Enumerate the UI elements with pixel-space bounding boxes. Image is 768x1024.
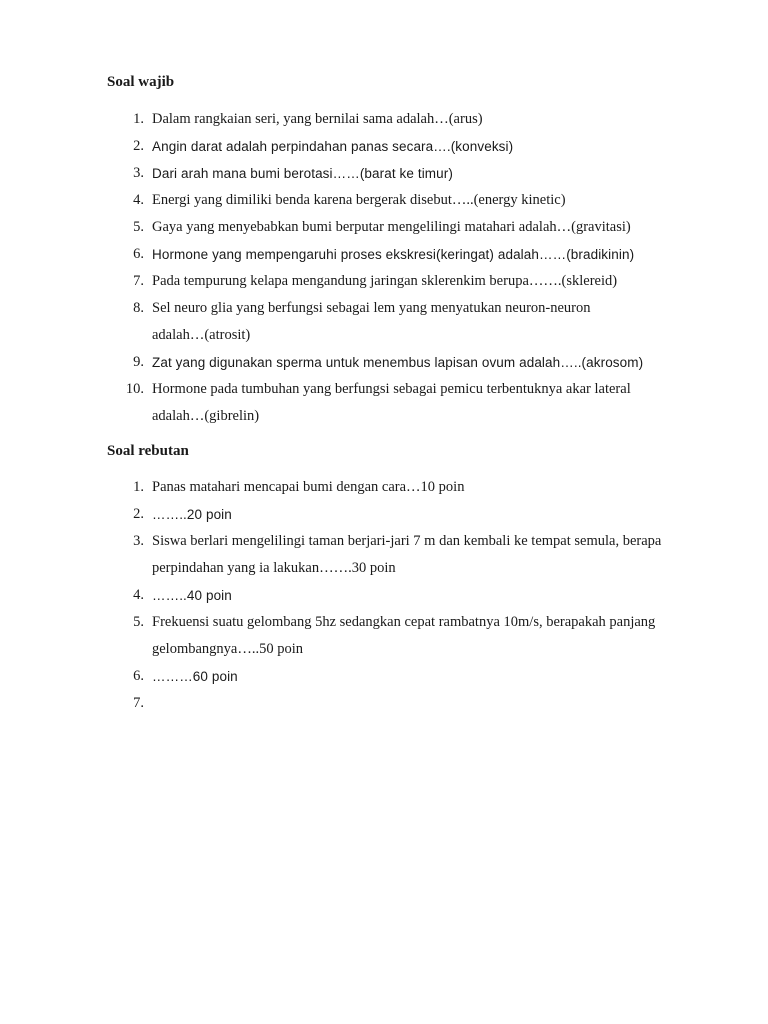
item-number: 5. [133,614,144,630]
list-item [0,214,768,241]
item-number: 3. [133,165,144,181]
item-number: 9. [133,354,144,370]
item-number: 1. [133,111,144,127]
item-number: 3. [133,533,144,549]
list-item [0,609,768,663]
list-item [0,295,768,349]
item-text: ……..20 poin [152,507,232,522]
item-text: Gaya yang menyebabkan bumi berputar mengelilingi matahari adalah…(gravitasi) [152,219,631,235]
item-text: Energi yang dimiliki benda karena bergerak disebut…..(energy kinetic) [152,192,566,208]
item-text: Frekuensi suatu gelombang 5hz sedangkan cepat rambatnya 10m/s, berapakah panjang gelombangnya…..50 poin [152,614,656,657]
item-number: 2. [133,138,144,154]
item-text: ………60 poin [152,669,238,684]
list-item [0,268,768,295]
item-number: 4. [133,587,144,603]
item-text: Pada tempurung kelapa mengandung jaringan sklerenkim berupa…….(sklereid) [152,273,618,289]
item-text: Hormone yang mempengaruhi proses ekskresi(keringat) adalah……(bradikinin) [152,247,635,262]
item-number: 4. [133,192,144,208]
item-text: Sel neuro glia yang berfungsi sebagai lem yang menyatukan neuron-neuron adalah…(atrosit) [152,300,591,343]
item-number: 7. [133,273,144,289]
list-item [0,160,768,187]
list-item [0,663,768,690]
list-item [0,690,768,717]
item-text: Angin darat adalah perpindahan panas secara….(konveksi) [152,139,514,154]
item-text: Panas matahari mencapai bumi dengan cara…10 poin [152,479,465,495]
list-item [0,474,768,501]
item-number: 7. [133,695,144,711]
item-number: 5. [133,219,144,235]
list-item [0,187,768,214]
item-text: Siswa berlari mengelilingi taman berjari-jari 7 m dan kembali ke tempat semula, berapa perpindahan yang ia lakukan…….30 poin [152,533,662,576]
section-title-soal-rebutan: Soal rebutan [107,443,189,459]
item-text: Zat yang digunakan sperma untuk menembus lapisan ovum adalah…..(akrosom) [152,355,644,370]
list-item [0,528,768,582]
item-number: 6. [133,668,144,684]
soal-rebutan-list [0,474,768,717]
item-number: 10. [125,381,144,397]
item-number: 2. [133,506,144,522]
item-text: ……..40 poin [152,588,232,603]
item-number: 8. [133,300,144,316]
list-item [0,501,768,528]
list-item [0,241,768,268]
item-number: 1. [133,479,144,495]
list-item [0,376,768,430]
item-text: Hormone pada tumbuhan yang berfungsi sebagai pemicu terbentuknya akar lateral adalah…(gibrelin) [152,381,631,424]
list-item [0,106,768,133]
list-item [0,349,768,376]
list-item [0,133,768,160]
item-number: 6. [133,246,144,262]
section-title-soal-wajib: Soal wajib [107,74,175,90]
list-item [0,582,768,609]
item-text: Dari arah mana bumi berotasi……(barat ke timur) [152,166,453,181]
soal-wajib-list [0,106,768,430]
item-text: Dalam rangkaian seri, yang bernilai sama adalah…(arus) [152,111,483,127]
